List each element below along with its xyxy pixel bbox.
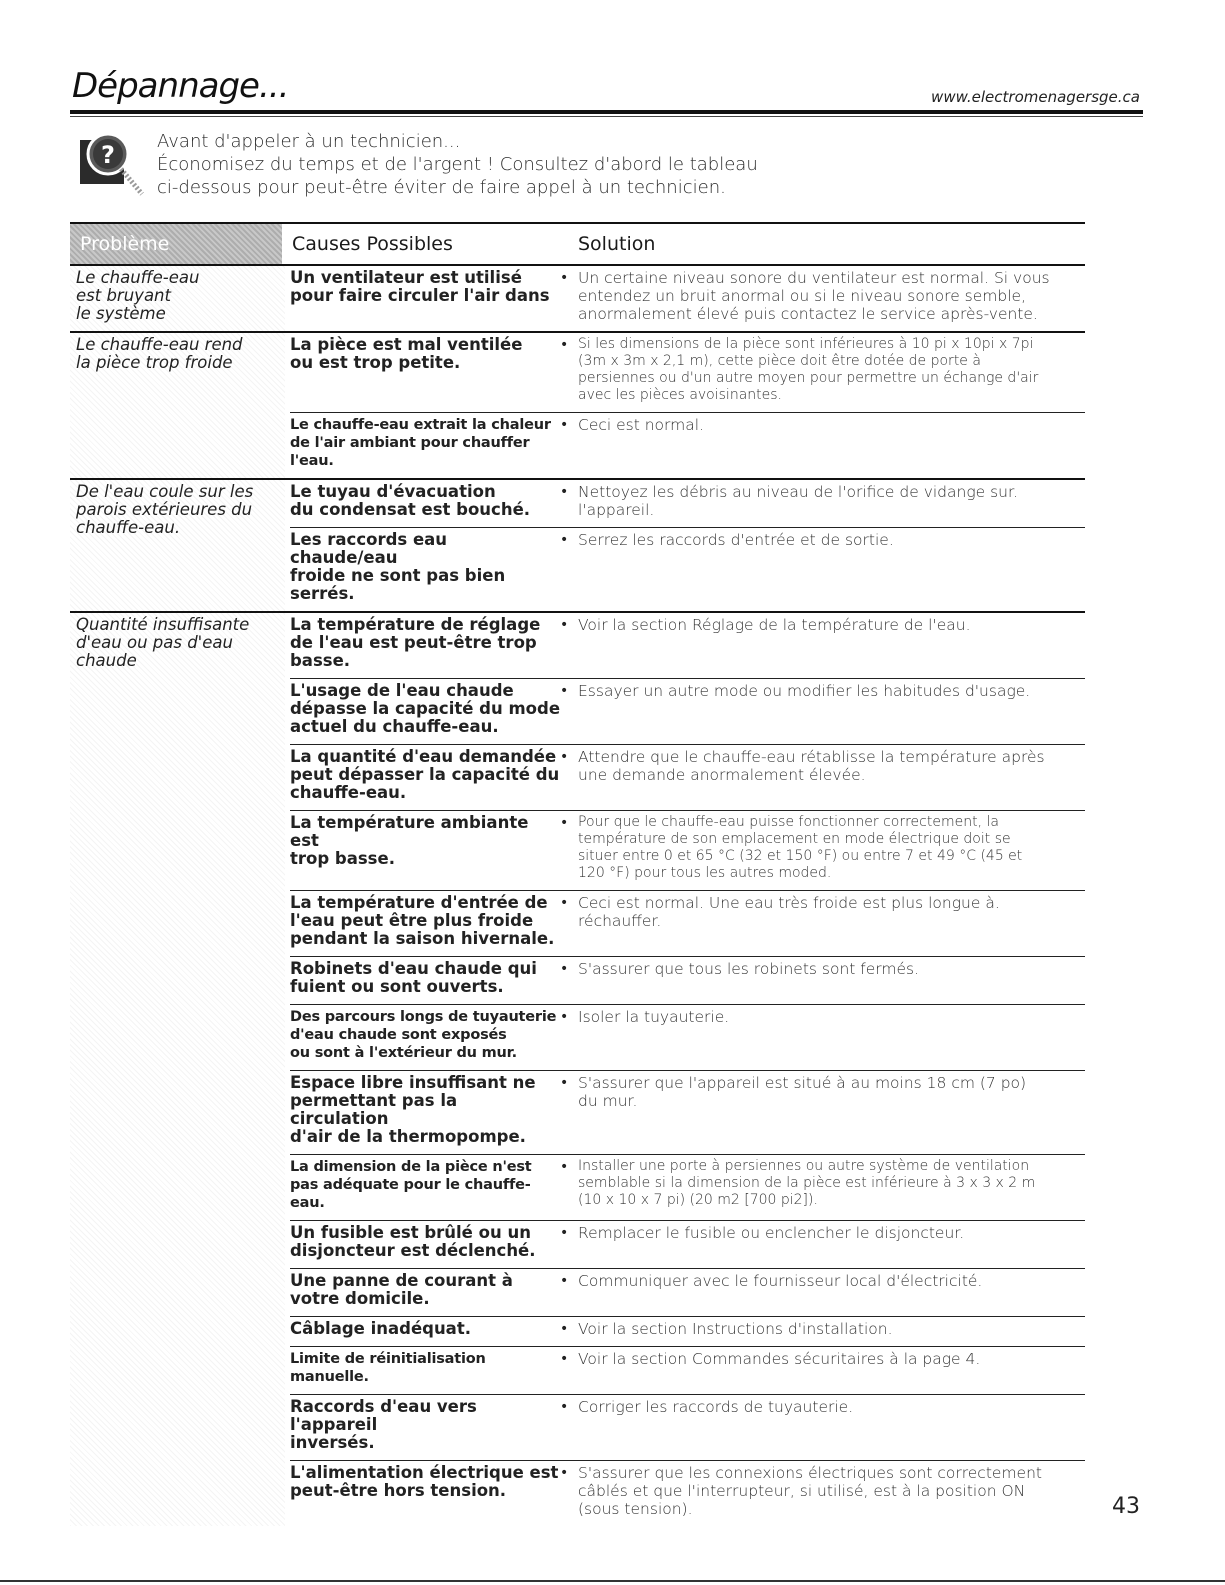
cause-line: Le chauffe-eau extrait la chaleur [290, 417, 551, 433]
cause-cell [290, 531, 560, 603]
solution-line: S'assurer que tous les robinets sont fermés. [578, 960, 920, 978]
bullet-icon: • [560, 1399, 569, 1415]
problem-line: chauffe-eau. [76, 518, 181, 537]
cause-line: dépasse la capacité du mode [290, 699, 561, 718]
cause-cell [290, 1398, 560, 1452]
cause-cell [290, 1350, 560, 1386]
table-row [290, 891, 1085, 957]
table-row [290, 480, 1085, 528]
header-divider [70, 110, 1143, 114]
solution-cell [578, 1008, 1085, 1062]
cause-line: pour faire circuler l'air dans [290, 286, 550, 305]
problem-line: Le chauffe-eau rend [76, 335, 243, 354]
solution-line: S'assurer que l'appareil est situé à au moins 18 cm (7 po) [578, 1074, 1027, 1092]
solution-line: Remplacer le fusible ou enclencher le disjoncteur. [578, 1224, 965, 1242]
cause-line: de l'eau est peut-être trop [290, 633, 537, 652]
table-row [290, 613, 1085, 679]
cause-line: pendant la saison hivernale. [290, 929, 555, 948]
solution-line: semblable si la dimension de la pièce est inférieure à 3 x 3 x 2 m [578, 1175, 1036, 1191]
cause-cell [290, 483, 560, 519]
table-header [70, 222, 1085, 266]
solution-line: Voir la section Réglage de la température de l'eau. [578, 616, 971, 634]
cause-line: pas adéquate pour le chauffe-eau. [290, 1177, 531, 1211]
cause-cell [290, 1224, 560, 1260]
table-row [290, 413, 1085, 478]
cause-line: disjoncteur est déclenché. [290, 1241, 536, 1260]
solution-line: l'appareil. [578, 501, 655, 519]
cause-line: votre domicile. [290, 1289, 430, 1308]
problem-cell [70, 333, 285, 478]
problem-line: d'eau ou pas d'eau [76, 633, 233, 652]
header-problem: Problème [70, 224, 282, 264]
table-row [290, 1461, 1085, 1526]
solution-line: Pour que le chauffe-eau puisse fonctionner correctement, la [578, 814, 999, 830]
problem-cell [70, 613, 285, 1526]
cause-cell [290, 814, 560, 882]
solution-cell [578, 1320, 1085, 1338]
solution-cell [578, 483, 1085, 519]
header-causes: Causes Possibles [292, 233, 453, 255]
cause-line: d'air de la thermopompe. [290, 1127, 526, 1146]
solution-cell [578, 748, 1085, 802]
cause-line: Espace libre insuffisant ne [290, 1073, 536, 1092]
bullet-icon: • [560, 1159, 569, 1175]
table-row [290, 1221, 1085, 1269]
cause-cell [290, 616, 560, 670]
problem-cell [70, 266, 285, 331]
problem-text [70, 266, 285, 323]
solution-line: anormalement élevé puis contactez le service après-vente. [578, 305, 1038, 323]
intro-line: ci-dessous pour peut-être éviter de faire appel à un technicien. [157, 177, 726, 198]
cause-line: de l'air ambiant pour chauffer l'eau. [290, 435, 530, 469]
bullet-icon: • [560, 1321, 569, 1337]
cause-line: La température de réglage [290, 615, 541, 634]
problem-text [70, 480, 285, 537]
solution-line: câblés et que l'interrupteur, si utilisé, est à la position ON [578, 1482, 1026, 1500]
bullet-icon: • [560, 484, 569, 500]
website-url[interactable]: www.electromenagersge.ca [931, 88, 1140, 106]
problem-text [70, 333, 285, 372]
cause-cell [290, 336, 560, 404]
cause-line: Limite de réinitialisation manuelle. [290, 1351, 486, 1385]
solution-line: une demande anormalement élevée. [578, 766, 866, 784]
solution-line: du mur. [578, 1092, 638, 1110]
intro-text [157, 130, 758, 199]
bullet-icon: • [560, 532, 569, 548]
header-solution: Solution [578, 233, 656, 255]
solution-cell [578, 1398, 1085, 1452]
bullet-icon: • [560, 1075, 569, 1091]
cause-cell [290, 682, 560, 736]
table-row [290, 333, 1085, 413]
solution-line: (10 x 10 x 7 pi) (20 m2 [700 pi2]). [578, 1192, 818, 1208]
solution-line: Installer une porte à persiennes ou autre système de ventilation [578, 1158, 1030, 1174]
cause-line: Les raccords eau chaude/eau [290, 530, 448, 567]
cause-line: Un fusible est brûlé ou un [290, 1223, 531, 1242]
table-row [290, 1347, 1085, 1395]
table-row [290, 811, 1085, 891]
bullet-icon: • [560, 1009, 569, 1025]
cause-line: La température ambiante est [290, 813, 529, 850]
bullet-icon: • [560, 895, 569, 911]
solution-cell [578, 1272, 1085, 1308]
table-row [290, 957, 1085, 1005]
solution-line: Voir la section Commandes sécuritaires à la page 4. [578, 1350, 981, 1368]
cause-cell [290, 1074, 560, 1146]
cause-line: chauffe-eau. [290, 783, 407, 802]
question-magnifier-icon [78, 128, 150, 200]
problem-line: Quantité insuffisante [76, 615, 250, 634]
solution-cell [578, 336, 1085, 404]
solution-cell [578, 1464, 1085, 1518]
cause-cell [290, 1158, 560, 1212]
bullet-icon: • [560, 961, 569, 977]
bullet-icon: • [560, 1351, 569, 1367]
problem-line: Le chauffe-eau [76, 268, 200, 287]
cause-cell [290, 894, 560, 948]
bottom-divider [0, 1580, 1225, 1582]
solution-line: persiennes ou d'un autre moyen pour permettre un échange d'air [578, 370, 1039, 386]
intro-line: Économisez du temps et de l'argent ! Consultez d'abord le tableau [157, 154, 758, 175]
problem-line: le système [76, 304, 166, 323]
page-title: Dépannage... [72, 66, 289, 106]
cause-line: fuient ou sont ouverts. [290, 977, 504, 996]
table-row [290, 1155, 1085, 1221]
table-row [290, 1269, 1085, 1317]
solution-line: Corriger les raccords de tuyauterie. [578, 1398, 854, 1416]
solution-line: Serrez les raccords d'entrée et de sortie. [578, 531, 894, 549]
table-row [290, 1317, 1085, 1347]
solution-line: entendez un bruit anormal ou si le niveau sonore semble, [578, 287, 1026, 305]
cause-line: inversés. [290, 1433, 375, 1452]
problem-line: la pièce trop froide [76, 353, 233, 372]
cause-line: L'usage de l'eau chaude [290, 681, 514, 700]
cause-rows [290, 266, 1085, 331]
intro-line: Avant d'appeler à un technicien... [157, 131, 461, 152]
solution-cell [578, 1158, 1085, 1212]
cause-line: La température d'entrée de [290, 893, 548, 912]
cause-line: basse. [290, 651, 351, 670]
table-row [290, 266, 1085, 331]
cause-rows [290, 613, 1085, 1526]
solution-line: température de son emplacement en mode électrique doit se [578, 831, 1011, 847]
troubleshooting-table [70, 222, 1085, 1526]
bullet-icon: • [560, 683, 569, 699]
solution-cell [578, 1224, 1085, 1260]
cause-line: Le tuyau d'évacuation [290, 482, 496, 501]
cause-line: Des parcours longs de tuyauterie [290, 1009, 557, 1025]
problem-line: parois extérieures du [76, 500, 253, 519]
solution-line: Un certaine niveau sonore du ventilateur est normal. Si vous [578, 269, 1050, 287]
solution-line: 120 °F) pour tous les autres moded. [578, 865, 832, 881]
solution-cell [578, 1350, 1085, 1386]
cause-cell [290, 960, 560, 996]
cause-line: peut-être hors tension. [290, 1481, 507, 1500]
bullet-icon: • [560, 749, 569, 765]
cause-cell [290, 1464, 560, 1518]
cause-cell [290, 748, 560, 802]
solution-line: Ceci est normal. [578, 416, 704, 434]
solution-line: avec les pièces avoisinantes. [578, 387, 782, 403]
problem-line: est bruyant [76, 286, 171, 305]
solution-line: Nettoyez les débris au niveau de l'orifice de vidange sur. [578, 483, 1018, 501]
cause-line: trop basse. [290, 849, 395, 868]
solution-line: Si les dimensions de la pièce sont inférieures à 10 pi x 10pi x 7pi [578, 336, 1034, 352]
solution-cell [578, 814, 1085, 882]
solution-line: (3m x 3m x 2,1 m), cette pièce doit être dotée de porte à [578, 353, 981, 369]
bullet-icon: • [560, 270, 569, 286]
bullet-icon: • [560, 1225, 569, 1241]
table-row [290, 1395, 1085, 1461]
solution-line: (sous tension). [578, 1500, 693, 1518]
cause-line: l'eau peut être plus froide [290, 911, 534, 930]
bullet-icon: • [560, 337, 569, 353]
cause-line: peut dépasser la capacité du [290, 765, 560, 784]
problem-line: chaude [76, 651, 137, 670]
solution-cell [578, 531, 1085, 603]
cause-line: du condensat est bouché. [290, 500, 531, 519]
problem-group [70, 266, 1085, 333]
table-row [290, 528, 1085, 611]
cause-cell [290, 416, 560, 470]
solution-line: Ceci est normal. Une eau très froide est plus longue à. [578, 894, 1000, 912]
cause-cell [290, 1320, 560, 1338]
cause-line: Câblage inadéquat. [290, 1319, 471, 1338]
solution-line: S'assurer que les connexions électriques sont correctement [578, 1464, 1042, 1482]
solution-cell [578, 416, 1085, 470]
cause-cell [290, 1272, 560, 1308]
cause-line: L'alimentation électrique est [290, 1463, 559, 1482]
cause-line: La pièce est mal ventilée [290, 335, 523, 354]
cause-line: froide ne sont pas bien serrés. [290, 566, 506, 603]
problem-line: De l'eau coule sur les [76, 482, 254, 501]
cause-line: Une panne de courant à [290, 1271, 513, 1290]
solution-cell [578, 682, 1085, 736]
bullet-icon: • [560, 815, 569, 831]
cause-line: ou sont à l'extérieur du mur. [290, 1045, 517, 1061]
cause-line: La quantité d'eau demandée [290, 747, 557, 766]
table-row [290, 1071, 1085, 1155]
bullet-icon: • [560, 1465, 569, 1481]
solution-line: Voir la section Instructions d'installation. [578, 1320, 893, 1338]
cause-line: d'eau chaude sont exposés [290, 1027, 507, 1043]
solution-line: Communiquer avec le fournisseur local d'électricité. [578, 1272, 983, 1290]
solution-cell [578, 960, 1085, 996]
cause-rows [290, 480, 1085, 611]
bullet-icon: • [560, 617, 569, 633]
solution-line: Essayer un autre mode ou modifier les habitudes d'usage. [578, 682, 1031, 700]
solution-cell [578, 894, 1085, 948]
cause-rows [290, 333, 1085, 478]
table-row [290, 745, 1085, 811]
solution-line: réchauffer. [578, 912, 662, 930]
solution-cell [578, 1074, 1085, 1146]
cause-line: Raccords d'eau vers l'appareil [290, 1397, 477, 1434]
problem-cell [70, 480, 285, 611]
bullet-icon: • [560, 417, 569, 433]
solution-line: Isoler la tuyauterie. [578, 1008, 730, 1026]
cause-line: permettant pas la circulation [290, 1091, 458, 1128]
page-number: 43 [1112, 1494, 1140, 1519]
cause-line: ou est trop petite. [290, 353, 461, 372]
solution-line: situer entre 0 et 65 °C (32 et 150 °F) ou entre 7 et 49 °C (45 et [578, 848, 1023, 864]
table-row [290, 1005, 1085, 1071]
cause-line: La dimension de la pièce n'est [290, 1159, 532, 1175]
cause-cell [290, 269, 560, 323]
problem-group [70, 480, 1085, 613]
solution-cell [578, 616, 1085, 670]
cause-line: Robinets d'eau chaude qui [290, 959, 537, 978]
problem-group [70, 333, 1085, 480]
svg-text:?: ? [101, 141, 115, 169]
cause-line: Un ventilateur est utilisé [290, 268, 522, 287]
solution-cell [578, 269, 1085, 323]
table-body [70, 266, 1085, 1526]
table-row [290, 679, 1085, 745]
problem-text [70, 613, 285, 670]
solution-line: Attendre que le chauffe-eau rétablisse la température après [578, 748, 1045, 766]
bullet-icon: • [560, 1273, 569, 1289]
cause-line: actuel du chauffe-eau. [290, 717, 499, 736]
cause-cell [290, 1008, 560, 1062]
header-divider-thin [70, 116, 1143, 117]
problem-group [70, 613, 1085, 1526]
